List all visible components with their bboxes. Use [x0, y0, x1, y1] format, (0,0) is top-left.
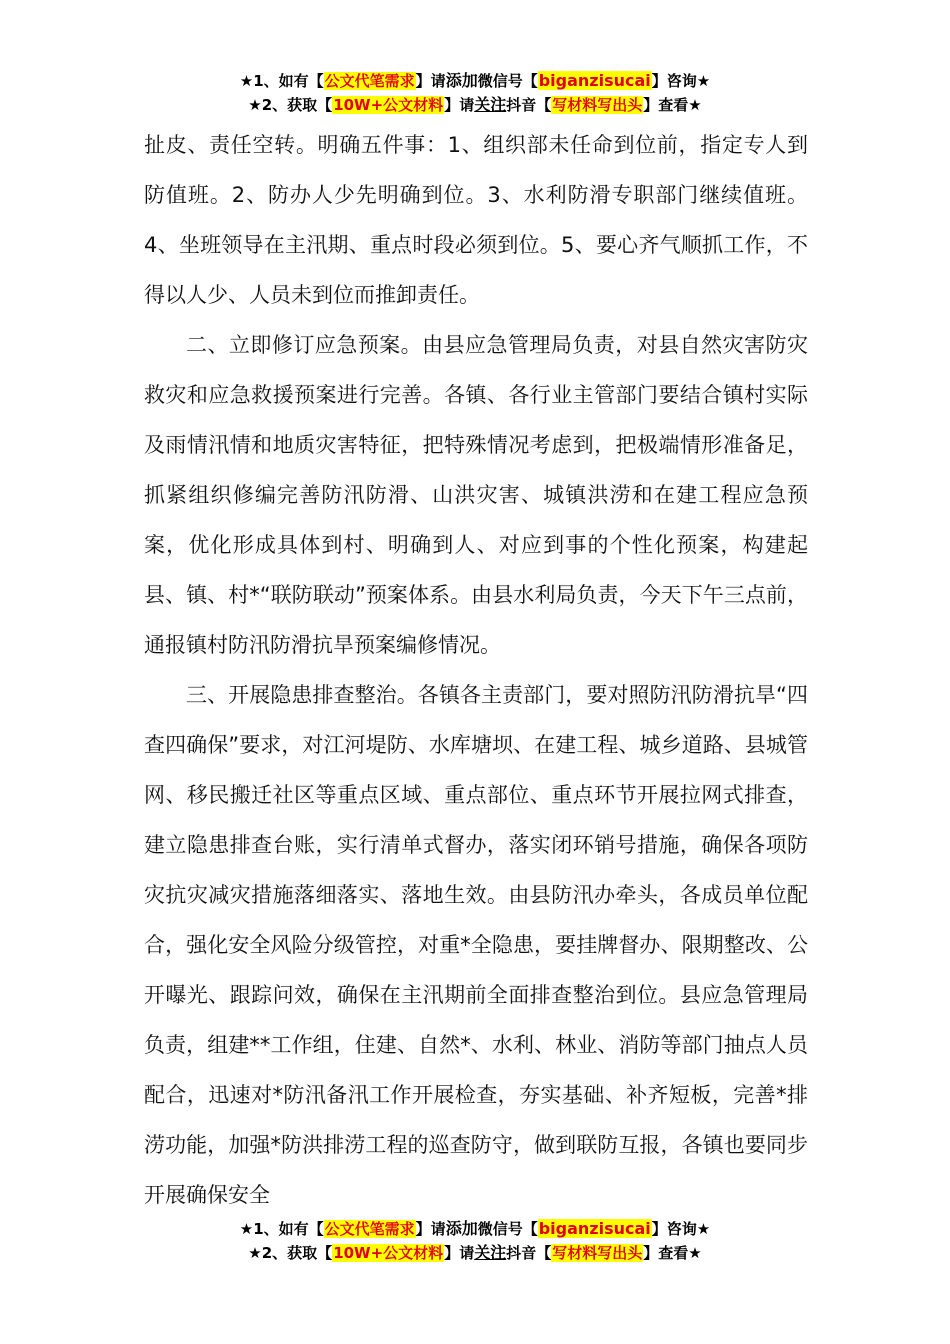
banner-highlight: 10W+公文材料	[333, 96, 444, 114]
banner-highlight: 公文代笔需求	[324, 72, 415, 90]
banner-emphasis: 添加	[445, 1219, 478, 1238]
footer-banner	[0, 1218, 950, 1266]
banner-text: ★1、如有【	[239, 72, 324, 90]
banner-text: 抖音【	[506, 1244, 552, 1262]
banner-text: 】咨询★	[651, 72, 711, 90]
banner-highlight: 写材料写出头	[552, 96, 643, 114]
banner-line-2	[0, 1242, 950, 1266]
banner-line-1	[0, 70, 950, 94]
banner-line-2	[0, 94, 950, 118]
banner-highlight: 公文代笔需求	[324, 1220, 415, 1238]
paragraph-section-2: 二、立即修订应急预案。由县应急管理局负责，对县自然灾害防灾救灾和应急救援预案进行完善。各镇、各行业主管部门要结合镇村实际及雨情汛情和地质灾害特征，把特殊情况考虑到，把极端情形准备足，抓紧组织修编完善防汛防滑、山洪灾害、城镇洪涝和在建工程应急预案，优化形成具体到村、明确到人、对应到事的个性化预案，构建起县、镇、村*“联防联动”预案体系。由县水利局负责，今天下午三点前，通报镇村防汛防滑抗旱预案编修情况。	[144, 333, 808, 657]
banner-text: ★2、获取【	[248, 96, 333, 114]
banner-text: 】请	[444, 1244, 475, 1262]
banner-emphasis: 关注	[474, 1243, 507, 1262]
banner-text: 】查看★	[643, 1244, 702, 1262]
banner-text: 抖音【	[506, 96, 552, 114]
banner-text: 】请	[415, 72, 446, 90]
banner-text: 微信号【	[477, 72, 538, 90]
banner-text: 】请	[415, 1220, 446, 1238]
banner-highlight: biganzisucai	[538, 71, 651, 90]
banner-text: 】请	[444, 96, 475, 114]
banner-text: 】查看★	[643, 96, 702, 114]
banner-text: ★1、如有【	[239, 1220, 324, 1238]
banner-text: 微信号【	[477, 1220, 538, 1238]
banner-text: 】咨询★	[651, 1220, 711, 1238]
banner-line-1	[0, 1218, 950, 1242]
banner-highlight: 10W+公文材料	[333, 1244, 444, 1262]
banner-text: ★2、获取【	[248, 1244, 333, 1262]
banner-emphasis: 关注	[474, 95, 507, 114]
paragraph-continuation: 扯皮、责任空转。明确五件事：1、组织部未任命到位前，指定专人到防值班。2、防办人少先明确到位。3、水利防滑专职部门继续值班。4、坐班领导在主汛期、重点时段必须到位。5、要心齐气顺抓工作，不得以人少、人员未到位而推卸责任。	[144, 133, 808, 307]
document-body	[144, 120, 808, 1220]
header-banner	[0, 70, 950, 118]
banner-emphasis: 添加	[445, 71, 478, 90]
banner-highlight: biganzisucai	[538, 1219, 651, 1238]
paragraph-section-3: 三、开展隐患排查整治。各镇各主责部门，要对照防汛防滑抗旱“四查四确保”要求，对江河堤防、水库塘坝、在建工程、城乡道路、县城管网、移民搬迁社区等重点区域、重点部位、重点环节开展拉网式排查，建立隐患排查台账，实行清单式督办，落实闭环销号措施，确保各项防灾抗灾减灾措施落细落实、落地生效。由县防汛办牵头，各成员单位配合，强化安全风险分级管控，对重*全隐患，要挂牌督办、限期整改、公开曝光、跟踪问效，确保在主汛期前全面排查整治到位。县应急管理局负责，组建**工作组，住建、自然*、水利、林业、消防等部门抽点人员配合，迅速对*防汛备汛工作开展检查，夯实基础、补齐短板，完善*排涝功能，加强*防洪排涝工程的巡查防守，做到联防互报，各镇也要同步开展确保安全	[144, 683, 808, 1207]
banner-highlight: 写材料写出头	[552, 1244, 643, 1262]
